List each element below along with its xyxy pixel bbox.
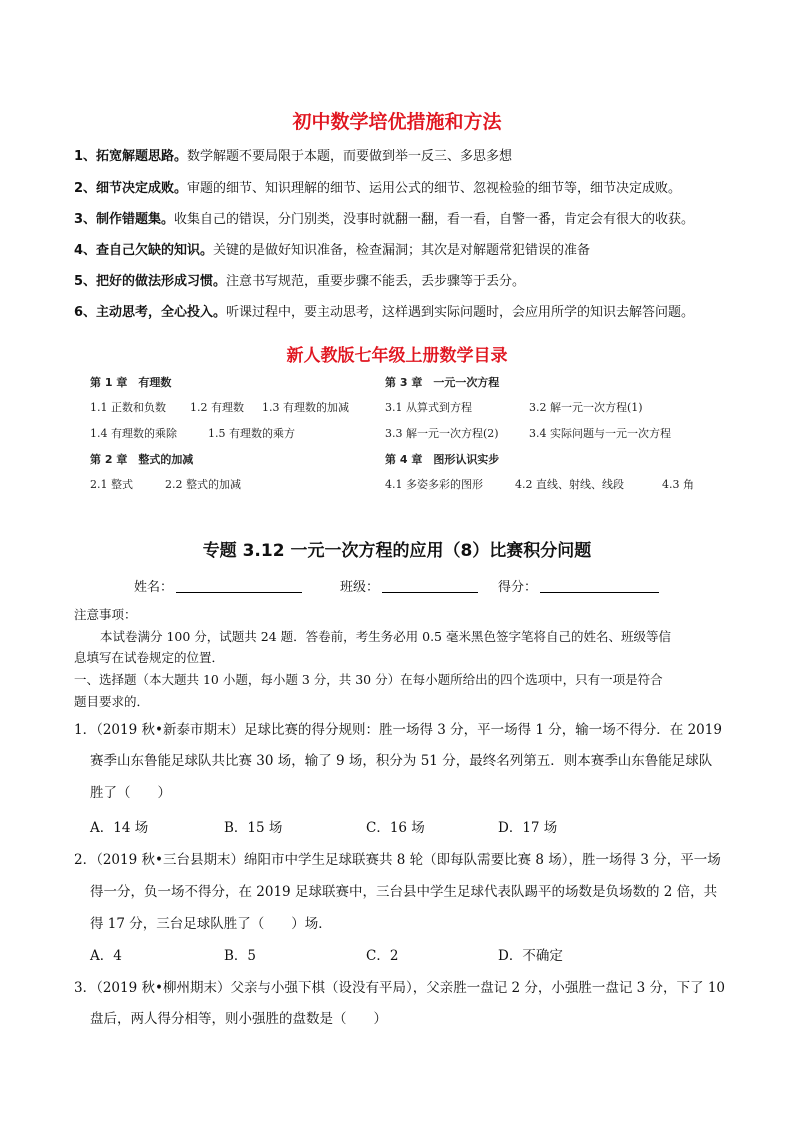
notice-line-1: 本试卷满分 100 分，试题共 24 题．答卷前，考生务必用 0.5 毫米黑色签字笔将自己的姓名、班级等信 [100,629,671,644]
toc-chapter-3: 第 3 章 一元一次方程 [385,376,500,389]
tip-2: 2、细节决定成败。审题的细节、知识理解的细节、运用公式的细节、忽视检验的细节等，细节决定成败。 [74,181,682,196]
toc-item: 4.1 多姿多彩的图形 [385,478,483,491]
toc-item: 3.2 解一元一次方程(1) [529,401,643,414]
toc-chapter-4: 第 4 章 图形认识实步 [385,453,500,466]
question-2-line-1: 2．（2019 秋•三台县期末）绵阳市中学生足球联赛共 8 轮（即每队需要比赛 8 场），胜一场得 3 分，平一场 [74,852,721,868]
question-1-line-2: 赛季山东鲁能足球队共比赛 30 场，输了 9 场，积分为 51 分，最终名列第五．则本赛季山东鲁能足球队 [90,753,713,769]
tip-1: 1、拓宽解题思路。数学解题不要局限于本题，而要做到举一反三、多思多想 [74,149,513,164]
question-1-option-a[interactable]: A．14 场 [90,820,149,836]
toc-item: 3.1 从算式到方程 [385,401,472,414]
toc-item: 1.2 有理数 [190,401,244,414]
toc-item: 1.3 有理数的加减 [262,401,349,414]
question-2-line-2: 得一分，负一场不得分，在 2019 足球联赛中，三台县中学生足球代表队踢平的场数是负场数的 2 倍，共 [90,884,718,900]
toc-item: 1.1 正数和负数 [90,401,166,414]
toc-item: 4.3 角 [662,478,694,491]
question-2-line-3: 得 17 分，三台足球队胜了（ ）场． [90,916,332,932]
toc-chapter-2: 第 2 章 整式的加减 [90,453,194,466]
toc-item: 1.4 有理数的乘除 [90,427,177,440]
toc-item: 3.4 实际问题与一元一次方程 [529,427,671,440]
tip-5: 5、把好的做法形成习惯。注意书写规范，重要步骤不能丢，丢步骤等于丢分。 [74,274,526,289]
question-3-line-2: 盘后，两人得分相等，则小强胜的盘数是（ ） [90,1011,387,1027]
toc-title: 新人教版七年级上册数学目录 [286,346,508,366]
toc-item: 1.5 有理数的乘方 [208,427,295,440]
promo-title: 初中数学培优措施和方法 [292,111,502,133]
score-label: 得分： [498,580,538,595]
question-2-option-a[interactable]: A．4 [90,948,122,964]
question-2-option-b[interactable]: B．5 [224,948,257,964]
question-1-line-3: 胜了（ ） [90,785,171,801]
toc-chapter-1: 第 1 章 有理数 [90,376,172,389]
name-label: 姓名： [134,580,174,595]
score-field[interactable] [540,592,659,593]
document-title: 专题 3.12 一元一次方程的应用（8）比赛积分问题 [202,541,592,561]
question-1-option-c[interactable]: C．16 场 [366,820,425,836]
class-field[interactable] [382,592,478,593]
toc-item: 2.2 整式的加减 [165,478,241,491]
question-1-option-b[interactable]: B．15 场 [224,820,283,836]
tip-6: 6、主动思考，全心投入。听课过程中，要主动思考，这样遇到实际问题时，会应用所学的知识去解答问题。 [74,305,695,320]
tip-3: 3、制作错题集。收集自己的错误，分门别类，没事时就翻一翻，看一看，自警一番，肯定会有很大的收获。 [74,212,695,227]
tip-4: 4、查自己欠缺的知识。关键的是做好知识准备，检查漏洞；其次是对解题常犯错误的准备 [74,243,591,258]
section-line-1: 一、选择题（本大题共 10 小题，每小题 3 分，共 30 分）在每小题所给出的四个选项中，只有一项是符合 [74,672,663,687]
question-1-option-d[interactable]: D．17 场 [498,820,558,836]
notice-heading: 注意事项： [74,607,137,622]
question-2-option-d[interactable]: D．不确定 [498,948,563,964]
toc-item: 3.3 解一元一次方程(2) [385,427,499,440]
section-line-2: 题目要求的． [74,694,150,709]
question-3-line-1: 3．（2019 秋•柳州期末）父亲与小强下棋（设没有平局），父亲胜一盘记 2 分，小强胜一盘记 3 分，下了 10 [74,980,726,996]
name-field[interactable] [176,592,302,593]
class-label: 班级： [340,580,380,595]
question-2-option-c[interactable]: C．2 [366,948,399,964]
notice-line-2: 息填写在试卷规定的位置． [74,650,225,665]
toc-item: 4.2 直线、射线、线段 [515,478,624,491]
question-1-line-1: 1．（2019 秋•新泰市期末）足球比赛的得分规则：胜一场得 3 分，平一场得 1 分，输一场不得分．在 2019 [74,722,722,738]
toc-item: 2.1 整式 [90,478,133,491]
